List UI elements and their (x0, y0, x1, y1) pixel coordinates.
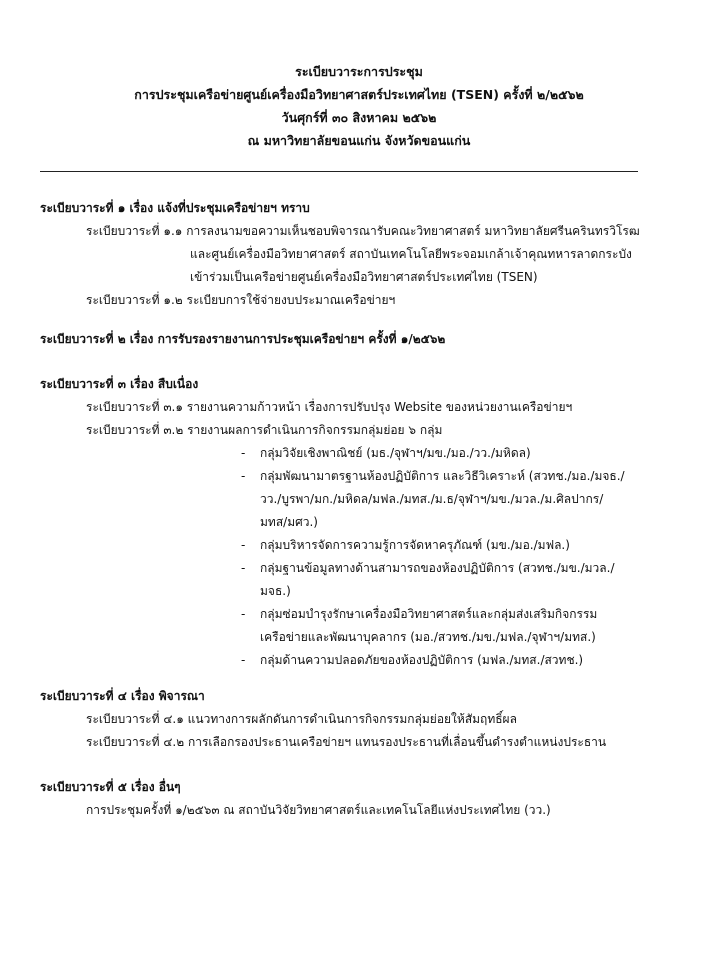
subgroup-6: กลุ่มด้านความปลอดภัยของห้องปฏิบัติการ (มฟล./มทส./สวทช.) (260, 653, 584, 667)
agenda-5 (40, 776, 670, 822)
bullet-dash: - (241, 653, 246, 667)
header-divider (40, 171, 638, 172)
agenda-3-title: ระเบียบวาระที่ ๓ เรื่อง สืบเนื่อง (40, 377, 199, 391)
agenda-3 (40, 373, 670, 672)
list-item (40, 557, 670, 603)
list-item (40, 603, 670, 649)
bullet-dash: - (241, 607, 246, 621)
agenda-5-title: ระเบียบวาระที่ ๕ เรื่อง อื่นๆ (40, 780, 181, 794)
bullet-dash: - (241, 469, 246, 483)
bullet-dash: - (241, 561, 246, 575)
agenda-4 (40, 685, 670, 754)
subgroup-2-line3: มทส/มศว.) (260, 515, 318, 529)
agenda-3-2: ระเบียบวาระที่ ๓.๒ รายงานผลการดำเนินการกิจกรรมกลุ่มย่อย ๖ กลุ่ม (86, 423, 443, 437)
agenda-1-1-line2: และศูนย์เครื่องมือวิทยาศาสตร์ สถาบันเทคโนโลยีพระจอมเกล้าเจ้าคุณทหารลาดกระบัง (190, 247, 632, 261)
agenda-3-1: ระเบียบวาระที่ ๓.๑ รายงานความก้าวหน้า เรื่องการปรับปรุง Website ของหน่วยงานเครือข่ายฯ (86, 400, 573, 414)
agenda-1-1-line1: ระเบียบวาระที่ ๑.๑ การลงนามขอความเห็นชอบพิจารณารับคณะวิทยาศาสตร์ มหาวิทยาลัยศรีนครินทรวิโรฒ (86, 224, 640, 238)
list-item (40, 534, 670, 557)
bullet-dash: - (241, 538, 246, 552)
agenda-4-2: ระเบียบวาระที่ ๔.๒ การเลือกรองประธานเครือข่ายฯ แทนรองประธานที่เลื่อนขึ้นดำรงตำแหน่งประธาน (86, 735, 607, 749)
document-header (0, 60, 718, 152)
agenda-2-title: ระเบียบวาระที่ ๒ เรื่อง การรับรองรายงานการประชุมเครือข่ายฯ ครั้งที่ ๑/๒๕๖๒ (40, 332, 446, 346)
subgroup-3: กลุ่มบริหารจัดการความรู้การจัดหาครุภัณฑ์ (มข./มอ./มฟล.) (260, 538, 570, 552)
subgroup-2-line2: วว./บูรพา/มก./มหิดล/มฟล./มทส./ม.ธ/จุฬาฯ/มข./มวล./ม.ศิลปากร/ (260, 492, 604, 506)
meeting-date: วันศุกร์ที่ ๓๐ สิงหาคม ๒๕๖๒ (281, 110, 437, 125)
agenda-1-2: ระเบียบวาระที่ ๑.๒ ระเบียบการใช้จ่ายงบประมาณเครือข่ายฯ (86, 293, 396, 307)
list-item (40, 442, 670, 465)
subgroup-5-line2: เครือข่ายและพัฒนาบุคลากร (มอ./สวทช./มข./มฟล./จุฬาฯ/มทส.) (260, 630, 596, 644)
agenda-1 (40, 197, 670, 312)
subgroup-4-line2: มจธ.) (260, 584, 291, 598)
meeting-place: ณ มหาวิทยาลัยขอนแก่น จังหวัดขอนแก่น (247, 133, 471, 148)
meeting-name: การประชุมเครือข่ายศูนย์เครื่องมือวิทยาศาสตร์ประเทศไทย (TSEN) ครั้งที่ ๒/๒๕๖๒ (134, 87, 584, 102)
subgroup-5-line1: กลุ่มซ่อมบำรุงรักษาเครื่องมือวิทยาศาสตร์และกลุ่มส่งเสริมกิจกรรม (260, 607, 598, 621)
agenda-1-title: ระเบียบวาระที่ ๑ เรื่อง แจ้งที่ประชุมเครือข่ายฯ ทราบ (40, 201, 310, 215)
agenda-2 (40, 328, 670, 351)
list-item (40, 465, 670, 534)
subgroup-4-line1: กลุ่มฐานข้อมูลทางด้านสามารถของห้องปฏิบัติการ (สวทช./มข./มวล./ (260, 561, 615, 575)
subgroup-1: กลุ่มวิจัยเชิงพาณิชย์ (มธ./จุฬาฯ/มข./มอ./วว./มหิดล) (260, 446, 531, 460)
subgroup-2-line1: กลุ่มพัฒนามาตรฐานห้องปฏิบัติการ และวิธีวิเคราะห์ (สวทช./มอ./มจธ./ (260, 469, 625, 483)
agenda-4-title: ระเบียบวาระที่ ๔ เรื่อง พิจารณา (40, 689, 205, 703)
subgroup-list (40, 442, 670, 672)
bullet-dash: - (241, 446, 246, 460)
agenda-1-1-line3: เข้าร่วมเป็นเครือข่ายศูนย์เครื่องมือวิทยาศาสตร์ประเทศไทย (TSEN) (190, 270, 538, 284)
list-item (40, 649, 670, 672)
agenda-4-1: ระเบียบวาระที่ ๔.๑ แนวทางการผลักดันการดำเนินการกิจกรรมกลุ่มย่อยให้สัมฤทธิ์ผล (86, 712, 517, 726)
document-title: ระเบียบวาระการประชุม (295, 64, 423, 79)
agenda-5-item: การประชุมครั้งที่ ๑/๒๕๖๓ ณ สถาบันวิจัยวิทยาศาสตร์และเทคโนโลยีแห่งประเทศไทย (วว.) (86, 803, 551, 817)
